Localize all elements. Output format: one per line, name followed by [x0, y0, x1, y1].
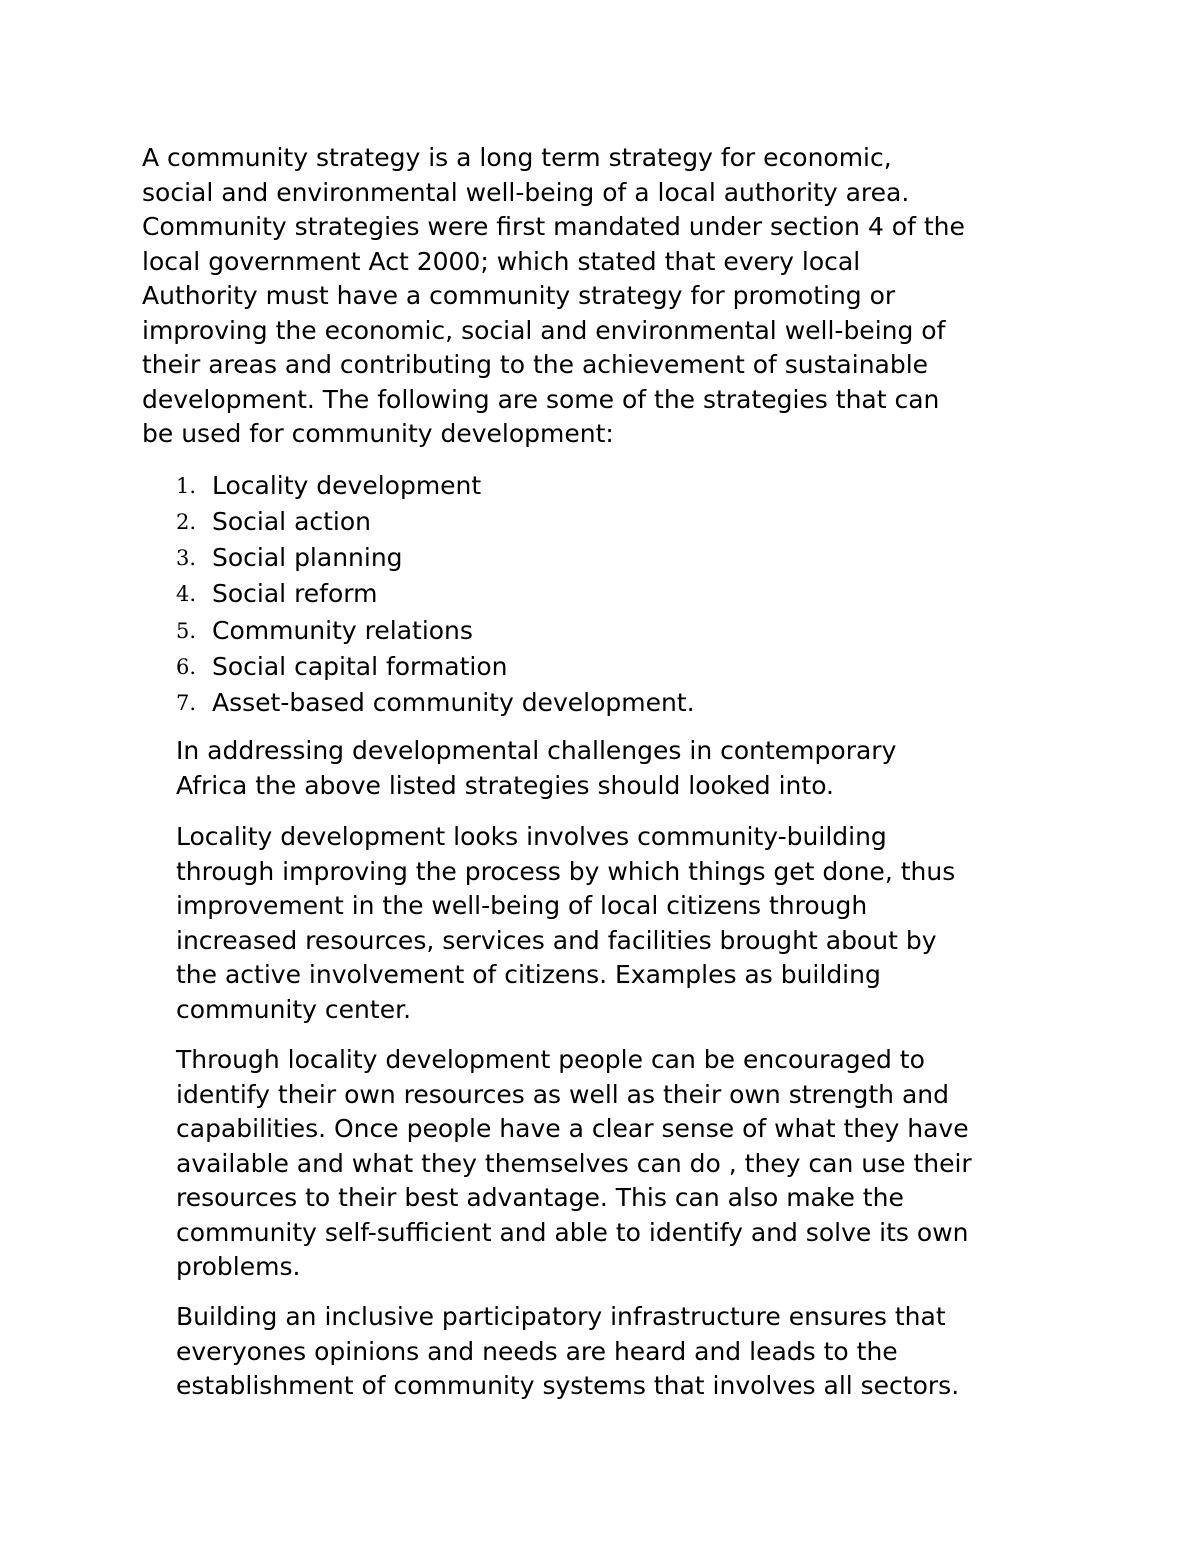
strategy-list	[142, 468, 695, 721]
list-item-label: Locality development	[212, 470, 482, 500]
text-line: A community strategy is a long term strategy for economic,	[142, 143, 892, 172]
text-line: everyones opinions and needs are heard and leads to the	[176, 1336, 898, 1366]
list-number: 7.	[176, 690, 197, 715]
text-line: problems.	[176, 1252, 301, 1281]
list-number: 4.	[176, 582, 197, 607]
body-paragraph	[176, 1043, 1076, 1285]
text-line: social and environmental well-being of a local authority area.	[142, 177, 910, 207]
intro-paragraph	[142, 141, 1062, 452]
text-line: available and what they themselves can do , they can use their	[176, 1148, 972, 1178]
text-line: be used for community development:	[142, 419, 614, 448]
list-item-label: Social capital formation	[212, 651, 508, 681]
list-item	[142, 613, 695, 649]
list-number: 2.	[176, 510, 197, 535]
text-line: improving the economic, social and environmental well-being of	[142, 315, 946, 345]
text-line: Africa the above listed strategies should looked into.	[176, 770, 835, 800]
body-paragraph	[176, 734, 1076, 803]
text-line: Authority must have a community strategy for promoting or	[142, 281, 896, 310]
text-line: development. The following are some of the strategies that can	[142, 384, 940, 414]
list-item	[142, 468, 695, 504]
list-number: 3.	[176, 546, 197, 571]
text-line: local government Act 2000; which stated that every local	[142, 246, 861, 276]
text-line: In addressing developmental challenges in contemporary	[176, 736, 897, 765]
text-line: through improving the process by which things get done, thus	[176, 856, 956, 886]
list-item-label: Community relations	[212, 615, 473, 645]
text-line: resources to their best advantage. This can also make the	[176, 1183, 904, 1212]
text-line: increased resources, services and facilities brought about by	[176, 925, 937, 955]
list-item-label: Asset-based community development.	[212, 687, 695, 717]
text-line: Through locality development people can be encouraged to	[176, 1045, 925, 1074]
text-line: community self-sufficient and able to identify and solve its own	[176, 1217, 969, 1247]
list-number: 1.	[176, 473, 197, 498]
list-item	[142, 649, 695, 685]
body-paragraph	[176, 1300, 1076, 1404]
list-number: 6.	[176, 654, 197, 679]
text-line: establishment of community systems that involves all sectors.	[176, 1371, 960, 1400]
text-line: capabilities. Once people have a clear sense of what they have	[176, 1114, 969, 1143]
list-item-label: Social planning	[212, 543, 403, 573]
text-line: their areas and contributing to the achievement of sustainable	[142, 350, 929, 379]
text-line: the active involvement of citizens. Examples as building	[176, 960, 881, 989]
list-item-label: Social action	[212, 507, 372, 537]
text-line: improvement in the well-being of local citizens through	[176, 891, 868, 920]
text-line: community center.	[176, 994, 412, 1024]
text-line: Locality development looks involves community-building	[176, 822, 887, 851]
list-item	[142, 685, 695, 721]
body-paragraph	[176, 820, 1076, 1027]
list-item-label: Social reform	[212, 579, 378, 609]
list-item	[142, 577, 695, 613]
list-number: 5.	[176, 618, 197, 643]
list-item	[142, 504, 695, 540]
text-line: Community strategies were first mandated under section 4 of the	[142, 212, 965, 241]
text-line: identify their own resources as well as their own strength and	[176, 1079, 949, 1109]
list-item	[142, 540, 695, 576]
text-line: Building an inclusive participatory infrastructure ensures that	[176, 1302, 946, 1331]
